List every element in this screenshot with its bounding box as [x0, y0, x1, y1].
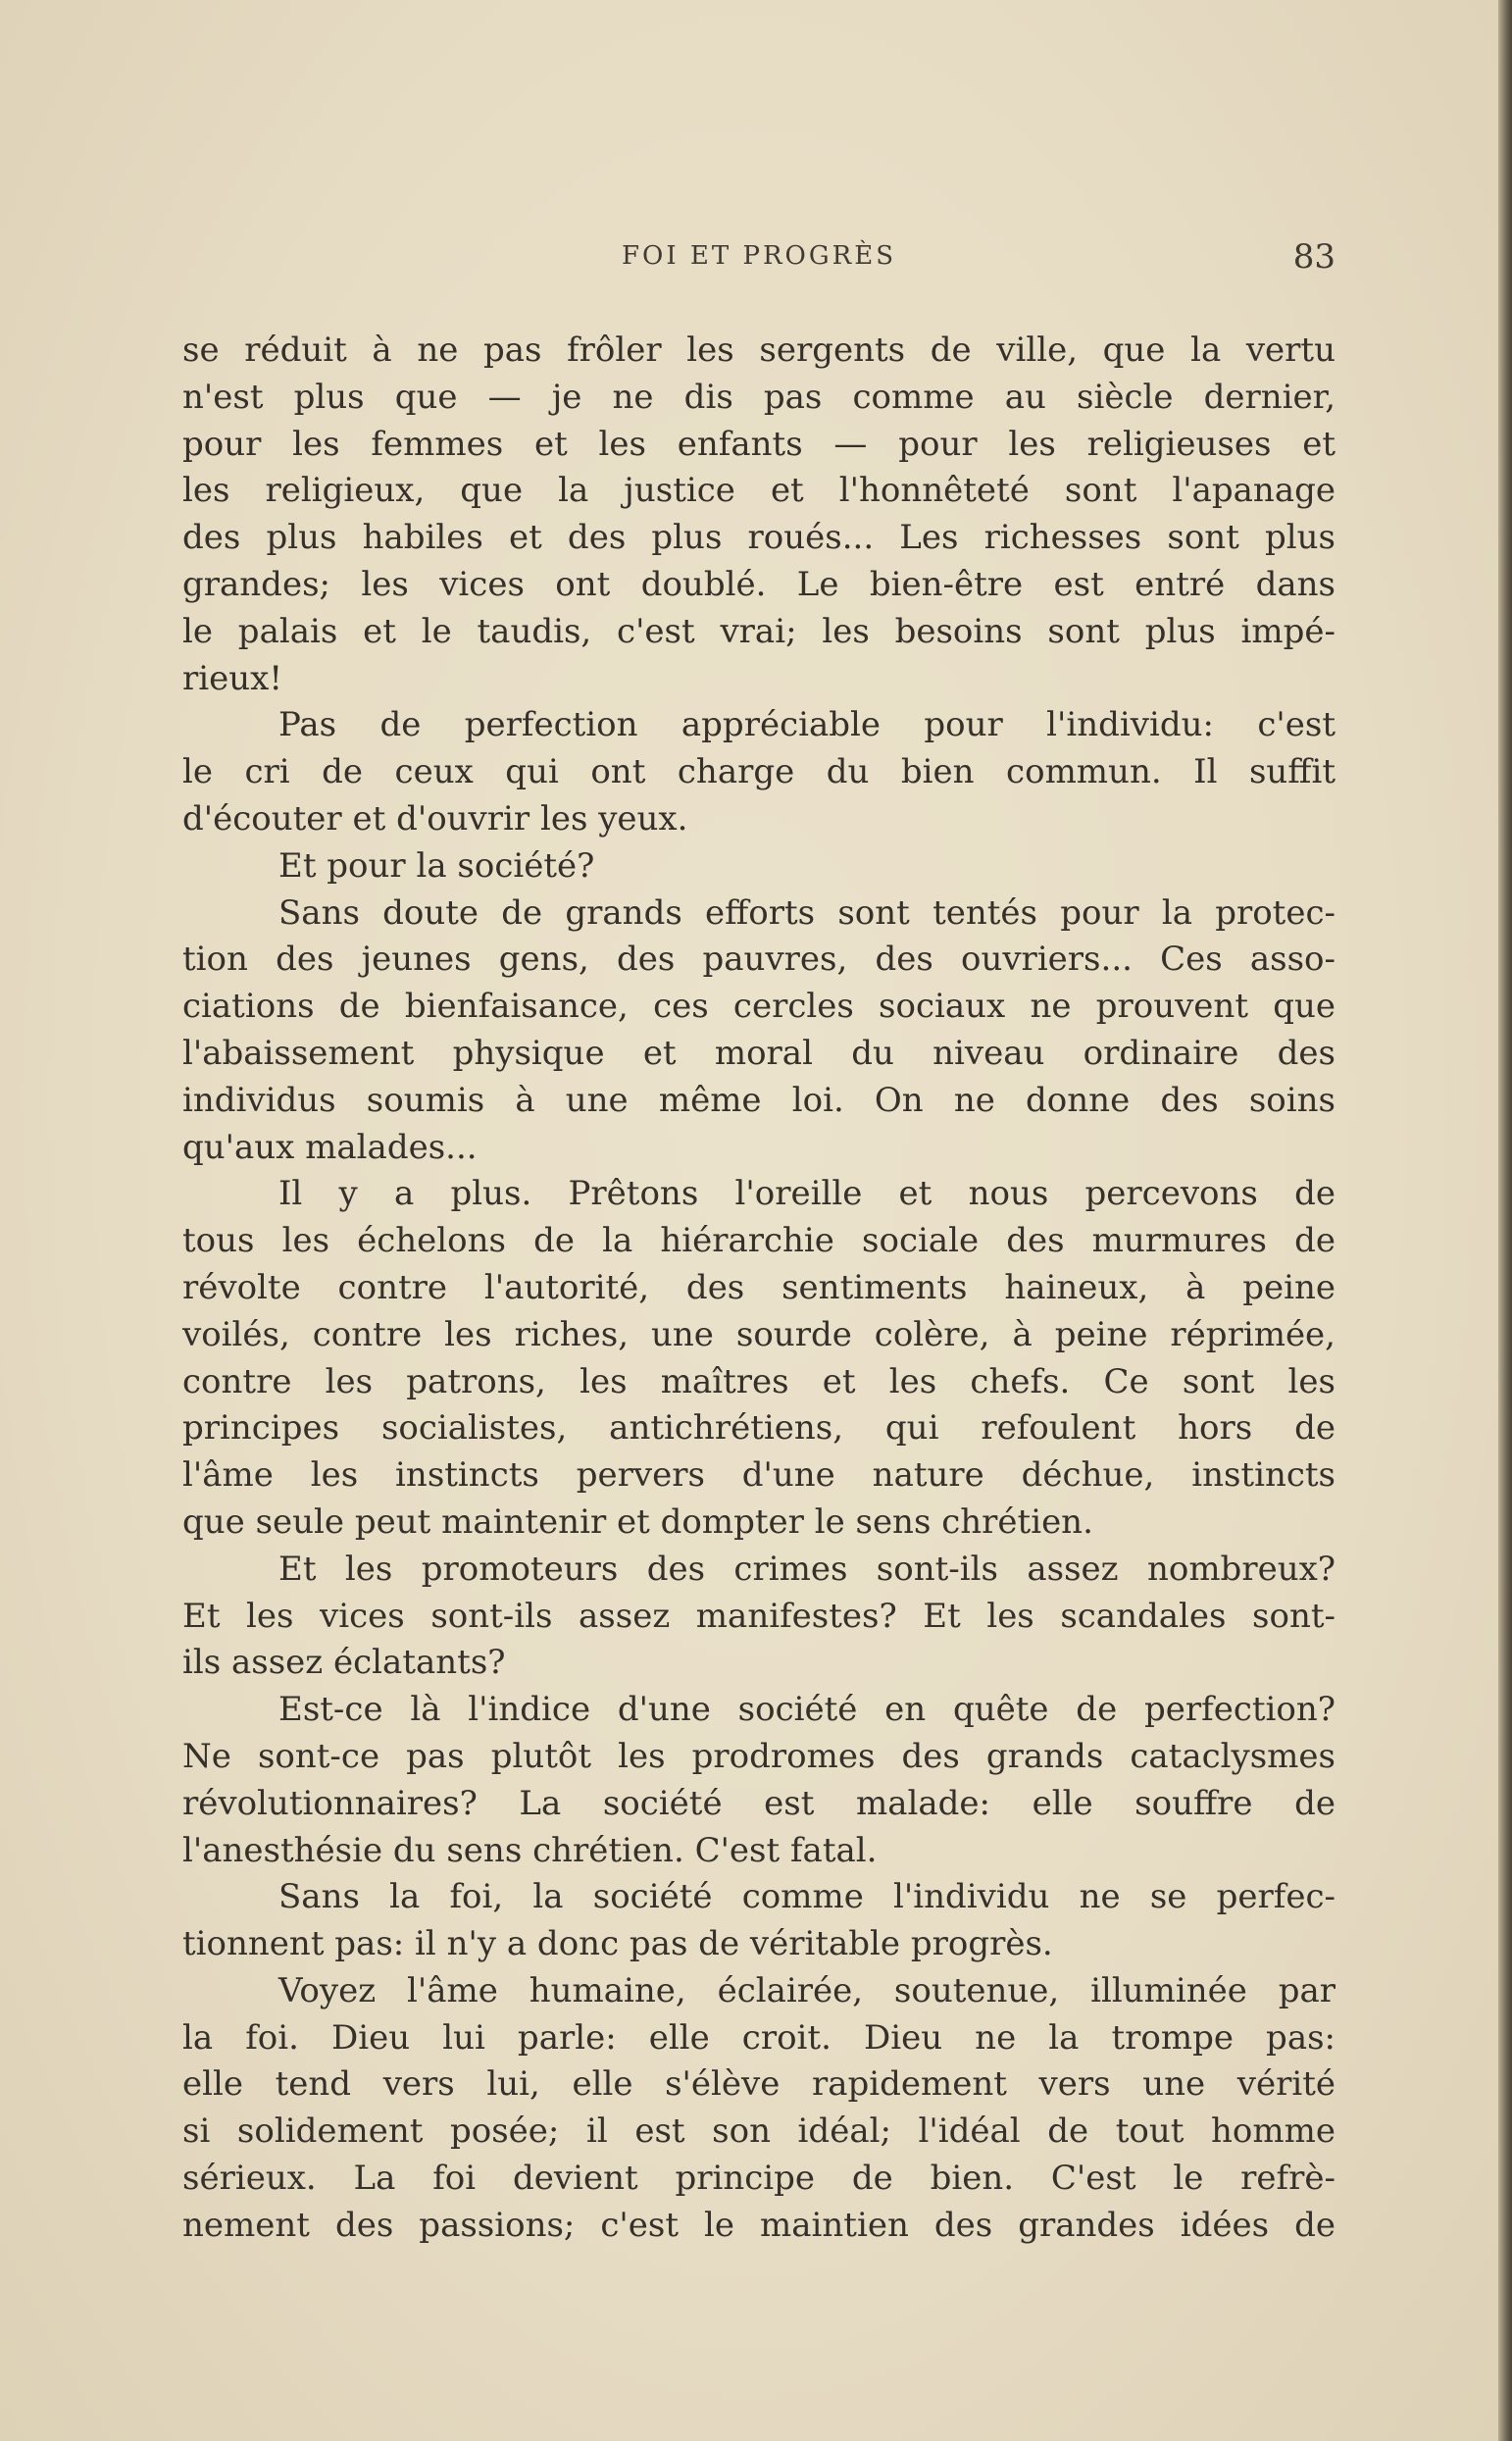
text-line: principes socialistes, antichrétiens, qui refoulent hors de [182, 1408, 1336, 1449]
text-line: individus soumis à une même loi. On ne donne des soins [182, 1080, 1336, 1120]
text-line: Et pour la société? [278, 845, 595, 886]
text-line: le cri de ceux qui ont charge du bien commun. Il suffit [182, 752, 1336, 792]
text-line: se réduit à ne pas frôler les sergents de ville, que la vertu [182, 331, 1336, 370]
text-line: n'est plus que — je ne dis pas comme au siècle dernier, [182, 377, 1336, 417]
text-line: la foi. Dieu lui parle: elle croit. Dieu ne la trompe pas: [182, 2017, 1336, 2058]
text-line: sérieux. La foi devient principe de bien. C'est le refrè- [182, 2159, 1336, 2199]
text-line: tion des jeunes gens, des pauvres, des ouvriers... Ces asso- [182, 940, 1336, 980]
text-line: tionnent pas: il n'y a donc pas de véritable progrès. [182, 1924, 1053, 1964]
text-line: que seule peut maintenir et dompter le sens chrétien. [182, 1501, 1093, 1542]
text-line: si solidement posée; il est son idéal; l'idéal de tout homme [182, 2111, 1336, 2152]
page-number: 83 [1292, 237, 1336, 277]
text-line: Sans doute de grands efforts sont tentés pour la protec- [278, 892, 1336, 933]
text-line: nement des passions; c'est le maintien des grandes idées de [182, 2205, 1336, 2245]
text-line: contre les patrons, les maîtres et les chefs. Ce sont les [182, 1361, 1336, 1401]
running-title: FOI ET PROGRÈS [622, 241, 896, 271]
text-line: les religieux, que la justice et l'honnêteté sont l'apanage [182, 471, 1336, 511]
text-line: l'abaissement physique et moral du niveau ordinaire des [182, 1033, 1336, 1073]
text-line: elle tend vers lui, elle s'élève rapidement vers une vérité [182, 2064, 1336, 2105]
text-line: Il y a plus. Prêtons l'oreille et nous percevons de [278, 1174, 1336, 1214]
body-text [182, 328, 1336, 2250]
text-line: grandes; les vices ont doublé. Le bien-être est entré dans [182, 564, 1336, 604]
text-line: l'âme les instincts pervers d'une nature déchue, instincts [182, 1455, 1336, 1496]
text-line: voilés, contre les riches, une sourde colère, à peine réprimée, [182, 1314, 1336, 1354]
text-line: tous les échelons de la hiérarchie sociale des murmures de [182, 1221, 1336, 1261]
text-line: révolutionnaires? La société est malade: elle souffre de [182, 1783, 1336, 1823]
text-line: Est-ce là l'indice d'une société en quête de perfection? [278, 1690, 1336, 1730]
text-line: qu'aux malades... [182, 1127, 478, 1167]
text-line: pour les femmes et les enfants — pour les religieuses et [182, 424, 1336, 464]
text-line: Et les vices sont-ils assez manifestes? Et les scandales sont- [182, 1596, 1336, 1636]
text-line: Pas de perfection appréciable pour l'individu: c'est [278, 705, 1336, 745]
text-line: Et les promoteurs des crimes sont-ils assez nombreux? [278, 1549, 1336, 1589]
text-line: révolte contre l'autorité, des sentiments haineux, à peine [182, 1267, 1336, 1307]
text-line: rieux! [182, 658, 282, 698]
text-line: Sans la foi, la société comme l'individu ne se perfec- [278, 1877, 1336, 1917]
page-edge [1498, 0, 1512, 2441]
text-line: des plus habiles et des plus roués... Les richesses sont plus [182, 518, 1336, 558]
text-line: ils assez éclatants? [182, 1643, 506, 1683]
text-line: l'anesthésie du sens chrétien. C'est fatal. [182, 1830, 878, 1870]
page-header [182, 237, 1336, 290]
text-line: Ne sont-ce pas plutôt les prodromes des grands cataclysmes [182, 1736, 1336, 1776]
text-line: Voyez l'âme humaine, éclairée, soutenue, illuminée par [278, 1970, 1336, 2010]
text-line: d'écouter et d'ouvrir les yeux. [182, 798, 688, 839]
text-line: ciations de bienfaisance, ces cercles sociaux ne prouvent que [182, 987, 1336, 1027]
text-line: le palais et le taudis, c'est vrai; les besoins sont plus impé- [182, 611, 1336, 651]
